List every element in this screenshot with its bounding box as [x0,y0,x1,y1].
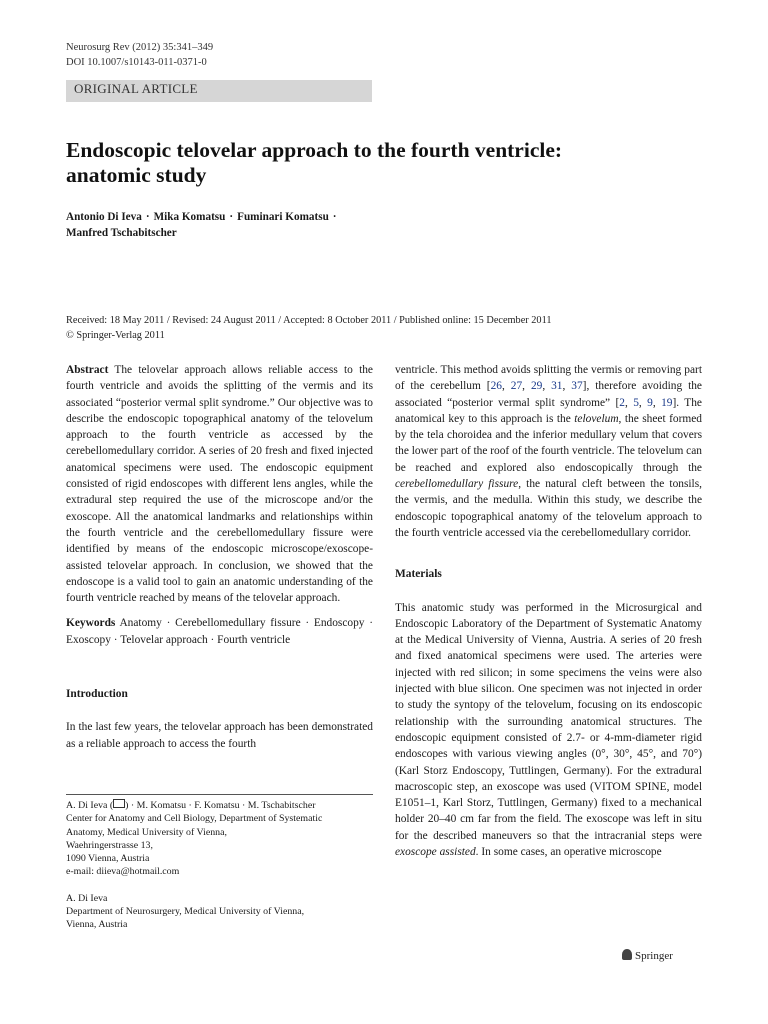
article-title [66,138,706,188]
citation-link[interactable]: 9 [647,396,653,409]
keywords [66,615,373,648]
affiliation-line: Anatomy, Medical University of Vienna, [66,826,227,838]
citation-link[interactable]: 26 [490,380,502,393]
publication-history [66,313,716,343]
left-column [66,362,373,752]
citation-link[interactable]: 2 [619,396,625,409]
email-line[interactable]: e-mail: diieva@hotmail.com [66,866,180,878]
introduction-heading: Introduction [66,688,128,701]
affiliation-line: Waehringerstrasse 13, [66,839,153,851]
keywords-label: Keywords [66,617,116,630]
citation-link[interactable]: 5 [633,396,639,409]
title-line-2: anatomic study [66,163,207,187]
journal-reference: Neurosurg Rev (2012) 35:341–349 [66,42,214,53]
affiliation-author: A. Di Ieva [66,892,108,904]
history-dates: Received: 18 May 2011 / Revised: 24 August 2011 / Accepted: 8 October 2011 / Published online: 15 December 2011 [66,315,552,326]
author-name[interactable]: Mika Komatsu [153,211,226,223]
abstract-text: The telovelar approach allows reliable access to the fourth ventricle and avoids the splitting of the vermis and its associated “posterior vermal split syndrome.” Our objective was to describe the endoscopic topographical anatomy of the telovelum approach to the fourth ventricle as accessed by the cerebellomedullary corridor. A series of 20 fresh and fixed injected anatomical specimens were used. The endoscopic equipment consisted of rigid endoscopes with different lens angles, while the extradural step required the use of the microscope and/or the exoscope. All the anatomical landmarks and relationships within the fourth ventricle and the cerebellomedullary fissure were identified by means of the endoscopic microscope/exoscope-assisted telovelar approach. In conclusion, we showed that the endoscope is a valid tool to gain an anatomic understanding of the fourth ventricle reached by means of the telovelar approach. [66,364,373,605]
author-name[interactable]: Manfred Tschabitscher [66,227,177,239]
springer-horse-icon [622,949,632,960]
author-name[interactable]: Antonio Di Ieva [66,211,142,223]
fissure-term: cerebellomedullary fissure [395,478,519,491]
article-type-label: ORIGINAL ARTICLE [74,81,198,96]
envelope-icon [113,799,125,808]
materials-text: This anatomic study was performed in the Microsurgical and Endoscopic Laboratory of the Department of Systematic Anatomy at the Medical University of Vienna, Austria. A series of 20 fresh and fixed anatomical specimens were used. The arteries were injected with red silicon; in some specimens the veins were also injected with blue silicon. One specimen was not injected in order to study the syntopy of the telovelum, focusing on its endoscopic relationship with the surrounding anatomical structures. The endoscopic equipment consisted of 2.7- or 4-mm-diameter rigid endoscopes with various viewing angles (0°, 30°, 45°, and 70°) (Karl Storz Endoscopy, Tuttlingen, Germany). For the extradural macroscopic step, an exoscope was used (VITOM SPINE, model E1051–1, Karl Storz, Tuttlingen, Germany) fixed to a mechanical holder 20–40 cm far from the field. The exoscope was left in situ for the described maneuvers so that the intracranial steps were exoscope assisted. In some cases, an operative microscope [395,601,702,859]
citation-link[interactable]: 31 [551,380,563,393]
copyright-line: © Springer-Verlag 2011 [66,330,165,341]
author-affiliations [66,799,376,932]
journal-citation [66,40,213,70]
doi-line[interactable]: DOI 10.1007/s10143-011-0371-0 [66,57,207,68]
introduction-continued: ventricle. This method avoids splitting the vermis or removing part of the cerebellum [26, 27, 29, 31, 37], therefore avoiding the associated “posterior vermal split syndrome” [2, 5, 9, 19]. The anatomical key to this approach is the telovelum, the sheet formed by the tela choroidea and the inferior medullary velum that covers the lower part of the roof of the fourth ventricle. The telovelum can be reached and explored also endoscopically through the cerebellomedullary fissure, the natural cleft between the tonsils, the vermis, and the medulla. Within this study, we describe the endoscopic topographical anatomy of the telovelum approach to the fourth ventricle accessed via the cerebellomedullary corridor. [395,364,703,539]
abstract-label: Abstract [66,364,109,376]
telovelum-term: telovelum [574,412,619,425]
materials-heading: Materials [395,568,442,581]
affiliation-line: Center for Anatomy and Cell Biology, Department of Systematic [66,813,323,825]
citation-link[interactable]: 27 [510,380,523,393]
right-column [395,362,702,860]
citation-link[interactable]: 37 [571,380,583,393]
affiliation-line: Department of Neurosurgery, Medical University of Vienna, [66,906,305,918]
publisher-logo [622,949,673,962]
author-list: Antonio Di Ieva · Mika Komatsu · Fuminari Komatsu · Manfred Tschabitscher [66,211,337,239]
affiliation-line: Vienna, Austria [66,919,128,931]
affiliation-line: 1090 Vienna, Austria [66,853,150,865]
keywords-text: Anatomy · Cerebellomedullary fissure · Endoscopy · Exoscopy · Telovelar approach · Fourth ventricle [66,617,373,646]
title-line-1: Endoscopic telovelar approach to the fourth ventricle: [66,138,563,162]
affiliation-authors: A. Di Ieva ( ) · M. Komatsu · F. Komatsu · M. Tschabitscher [66,800,316,811]
introduction-text: In the last few years, the telovelar approach has been demonstrated as a reliable approach to access the fourth [66,721,373,750]
publisher-name: Springer [635,950,673,962]
citation-link[interactable]: 29 [530,380,543,393]
citation-link[interactable]: 19 [661,396,673,409]
abstract [66,362,373,606]
author-name[interactable]: Fuminari Komatsu [237,211,329,223]
article-type-banner [66,80,372,102]
footnote-divider [66,794,373,795]
